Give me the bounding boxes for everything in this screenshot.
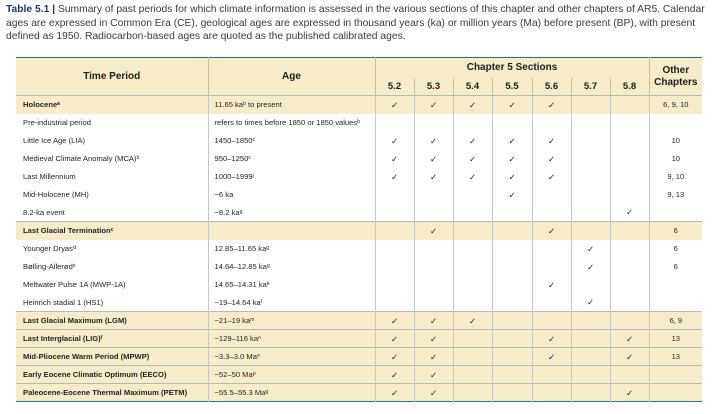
age-cell: ~8.2 kaᵍ — [208, 204, 375, 222]
section-cell — [610, 150, 649, 168]
section-cell — [610, 114, 649, 132]
other-chapters-cell: 6 — [649, 240, 702, 258]
table-row — [16, 330, 702, 348]
section-cell — [532, 258, 571, 276]
section-cell — [610, 222, 649, 240]
header-section-5-8: 5.8 — [610, 78, 649, 96]
check-mark-icon: ✓ — [532, 276, 571, 294]
period-cell: Medieval Climate Anomaly (MCA)ᵇ — [23, 154, 140, 163]
section-cell — [571, 348, 610, 366]
other-chapters-cell — [649, 114, 702, 132]
section-cell — [610, 132, 649, 150]
check-mark-icon: ✓ — [375, 366, 414, 384]
check-mark-icon: ✓ — [414, 96, 453, 114]
period-cell: Little Ice Age (LIA) — [23, 136, 86, 145]
section-cell — [414, 240, 453, 258]
period-cell: 8.2-ka event — [23, 207, 65, 217]
table-label: Table 5.1 — [6, 4, 50, 15]
age-cell: ~55.5–55.3 Maᵍ — [208, 384, 375, 402]
table-caption — [6, 3, 713, 44]
section-cell — [414, 204, 453, 222]
header-section-5-4: 5.4 — [453, 78, 492, 96]
section-cell — [571, 204, 610, 222]
other-chapters-cell: 10 — [649, 132, 702, 150]
section-cell — [610, 294, 649, 312]
age-cell: ~19–14.64 kaˡ — [208, 294, 375, 312]
period-cell: Last Interglacial (LIG)ᶠ — [16, 330, 208, 348]
table-row — [16, 294, 702, 312]
section-cell — [571, 384, 610, 402]
table-row — [16, 366, 702, 384]
section-cell — [610, 312, 649, 330]
section-cell — [532, 366, 571, 384]
check-mark-icon: ✓ — [571, 240, 610, 258]
section-cell — [571, 186, 610, 204]
check-mark-icon: ✓ — [453, 132, 492, 150]
section-cell — [453, 294, 492, 312]
section-cell — [453, 114, 492, 132]
period-cell: Mid-Holocene (MH) — [23, 190, 89, 199]
age-cell: ~3.3–3.0 Maᵒ — [208, 348, 375, 366]
section-cell — [414, 276, 453, 294]
header-age: Age — [208, 58, 375, 96]
section-cell — [453, 384, 492, 402]
other-chapters-cell — [649, 294, 702, 312]
header-section-5-7: 5.7 — [571, 78, 610, 96]
check-mark-icon: ✓ — [571, 258, 610, 276]
header-section-5-6: 5.6 — [532, 78, 571, 96]
section-cell — [532, 312, 571, 330]
section-cell — [532, 114, 571, 132]
section-cell — [453, 348, 492, 366]
header-section-5-2: 5.2 — [375, 78, 414, 96]
period-cell: Last Glacial Terminationᶜ — [16, 222, 208, 240]
section-cell — [610, 258, 649, 276]
section-cell — [375, 204, 414, 222]
section-cell — [610, 240, 649, 258]
check-mark-icon: ✓ — [532, 222, 571, 240]
check-mark-icon: ✓ — [453, 96, 492, 114]
section-cell — [375, 114, 414, 132]
check-mark-icon: ✓ — [532, 132, 571, 150]
other-chapters-cell: 10 — [649, 150, 702, 168]
check-mark-icon: ✓ — [414, 222, 453, 240]
other-chapters-cell: 6 — [649, 222, 702, 240]
check-mark-icon: ✓ — [375, 96, 414, 114]
period-cell: Mid-Pliocene Warm Period (MPWP) — [16, 348, 208, 366]
check-mark-icon: ✓ — [610, 384, 649, 402]
check-mark-icon: ✓ — [453, 150, 492, 168]
section-cell — [610, 276, 649, 294]
section-cell — [610, 96, 649, 114]
header-time-period: Time Period — [16, 58, 208, 96]
section-cell — [492, 312, 532, 330]
section-cell — [375, 294, 414, 312]
age-cell: 1450–1850ᶜ — [208, 132, 375, 150]
section-cell — [375, 276, 414, 294]
check-mark-icon: ✓ — [492, 132, 532, 150]
table-row — [16, 168, 702, 186]
check-mark-icon: ✓ — [453, 312, 492, 330]
check-mark-icon: ✓ — [414, 330, 453, 348]
check-mark-icon: ✓ — [492, 150, 532, 168]
check-mark-icon: ✓ — [532, 168, 571, 186]
check-mark-icon: ✓ — [610, 204, 649, 222]
section-cell — [610, 366, 649, 384]
table-row — [16, 240, 702, 258]
period-cell: Bølling-Allerødᵉ — [23, 262, 76, 271]
check-mark-icon: ✓ — [375, 168, 414, 186]
caption-text: Summary of past periods for which climate information is assessed in the various sections of this chapter and other chapters of AR5. Calendar ages are expressed in Common Era (CE), geological ages are expressed in thousand years (ka) or million years (Ma) before present (BP), with present defined as 1950. Radiocarbon-based ages are quoted as the published calibrated ages. — [6, 4, 705, 43]
check-mark-icon: ✓ — [375, 132, 414, 150]
check-mark-icon: ✓ — [492, 96, 532, 114]
caption-separator: | — [52, 4, 56, 15]
section-cell — [492, 114, 532, 132]
table-row — [16, 96, 702, 114]
section-cell — [492, 366, 532, 384]
check-mark-icon: ✓ — [571, 294, 610, 312]
check-mark-icon: ✓ — [610, 348, 649, 366]
section-cell — [453, 258, 492, 276]
table-row — [16, 312, 702, 330]
section-cell — [571, 312, 610, 330]
section-cell — [453, 186, 492, 204]
check-mark-icon: ✓ — [453, 168, 492, 186]
check-mark-icon: ✓ — [375, 150, 414, 168]
period-cell: Meltwater Pulse 1A (MWP-1A) — [23, 280, 126, 289]
section-cell — [492, 294, 532, 312]
check-mark-icon: ✓ — [610, 330, 649, 348]
other-chapters-cell — [649, 366, 702, 384]
check-mark-icon: ✓ — [532, 96, 571, 114]
section-cell — [532, 240, 571, 258]
period-cell: Holoceneᵃ — [16, 96, 208, 114]
section-cell — [532, 186, 571, 204]
other-chapters-cell — [649, 276, 702, 294]
header-section-5-3: 5.3 — [414, 78, 453, 96]
section-cell — [414, 114, 453, 132]
section-cell — [571, 150, 610, 168]
section-cell — [571, 114, 610, 132]
other-chapters-cell — [649, 204, 702, 222]
section-cell — [571, 168, 610, 186]
check-mark-icon: ✓ — [414, 366, 453, 384]
table-row — [16, 348, 702, 366]
check-mark-icon: ✓ — [492, 186, 532, 204]
period-cell: Last Glacial Maximum (LGM) — [16, 312, 208, 330]
periods-table — [16, 57, 702, 402]
table-row — [16, 222, 702, 240]
age-cell: ~21–19 kaᵐ — [208, 312, 375, 330]
check-mark-icon: ✓ — [414, 168, 453, 186]
header-section-5-5: 5.5 — [492, 78, 532, 96]
section-cell — [610, 168, 649, 186]
table-row — [16, 258, 702, 276]
section-cell — [453, 330, 492, 348]
age-cell: 950–1250ᶜ — [208, 150, 375, 168]
section-cell — [532, 204, 571, 222]
check-mark-icon: ✓ — [414, 150, 453, 168]
age-cell: 11.65 kaᵇ to present — [208, 96, 375, 114]
age-cell: 12.85–11.65 kaᵍ — [208, 240, 375, 258]
age-cell: refers to times before 1850 or 1850 valuesᵇ — [208, 114, 375, 132]
period-cell: Last Millennium — [23, 172, 76, 181]
check-mark-icon: ✓ — [375, 348, 414, 366]
section-cell — [571, 222, 610, 240]
check-mark-icon: ✓ — [532, 150, 571, 168]
section-cell — [453, 222, 492, 240]
other-chapters-cell: 9, 13 — [649, 186, 702, 204]
period-cell: Pre-industrial period — [23, 118, 91, 127]
table-row — [16, 276, 702, 294]
other-chapters-cell: 13 — [649, 348, 702, 366]
check-mark-icon: ✓ — [532, 348, 571, 366]
check-mark-icon: ✓ — [414, 348, 453, 366]
age-cell — [208, 222, 375, 240]
section-cell — [532, 294, 571, 312]
section-cell — [492, 222, 532, 240]
section-cell — [610, 186, 649, 204]
section-cell — [375, 222, 414, 240]
section-cell — [414, 294, 453, 312]
age-cell: ~6 ka — [208, 186, 375, 204]
check-mark-icon: ✓ — [375, 312, 414, 330]
table-row — [16, 186, 702, 204]
section-cell — [453, 366, 492, 384]
table-row — [16, 204, 702, 222]
section-cell — [453, 240, 492, 258]
table-row — [16, 150, 702, 168]
header-chapter5-sections: Chapter 5 Sections — [375, 58, 649, 78]
check-mark-icon: ✓ — [532, 330, 571, 348]
age-cell: ~52–50 Maᵖ — [208, 366, 375, 384]
header-other-line2: Chapters — [654, 76, 698, 88]
table-row — [16, 132, 702, 150]
check-mark-icon: ✓ — [375, 384, 414, 402]
section-cell — [492, 384, 532, 402]
age-cell: 14.65–14.31 kaᵏ — [208, 276, 375, 294]
period-cell: Early Eocene Climatic Optimum (EECO) — [16, 366, 208, 384]
section-cell — [571, 276, 610, 294]
other-chapters-cell: 6, 9, 10 — [649, 96, 702, 114]
section-cell — [492, 330, 532, 348]
section-cell — [571, 132, 610, 150]
section-cell — [414, 258, 453, 276]
section-cell — [375, 258, 414, 276]
section-cell — [492, 204, 532, 222]
section-cell — [375, 186, 414, 204]
check-mark-icon: ✓ — [375, 330, 414, 348]
table-row — [16, 384, 702, 402]
section-cell — [492, 348, 532, 366]
period-cell: Heinrich stadial 1 (HS1) — [23, 297, 104, 307]
check-mark-icon: ✓ — [414, 132, 453, 150]
section-cell — [532, 384, 571, 402]
period-cell: Younger Dryasᵈ — [23, 244, 76, 253]
section-cell — [375, 240, 414, 258]
header-other-chapters — [649, 58, 702, 96]
other-chapters-cell: 13 — [649, 330, 702, 348]
section-cell — [571, 96, 610, 114]
section-cell — [571, 330, 610, 348]
section-cell — [571, 366, 610, 384]
table-row — [16, 114, 702, 132]
section-cell — [492, 240, 532, 258]
age-cell: 1000–1999ʲ — [208, 168, 375, 186]
age-cell: ~129–116 kaⁿ — [208, 330, 375, 348]
period-cell: Paleocene-Eocene Thermal Maximum (PETM) — [16, 384, 208, 402]
section-cell — [492, 276, 532, 294]
other-chapters-cell: 9, 10 — [649, 168, 702, 186]
section-cell — [453, 204, 492, 222]
other-chapters-cell: 6, 9 — [649, 312, 702, 330]
age-cell: 14.64–12.85 kaᵍ — [208, 258, 375, 276]
other-chapters-cell — [649, 384, 702, 402]
other-chapters-cell: 6 — [649, 258, 702, 276]
section-cell — [453, 276, 492, 294]
check-mark-icon: ✓ — [414, 384, 453, 402]
header-other-line1: Other — [662, 64, 690, 76]
section-cell — [414, 186, 453, 204]
check-mark-icon: ✓ — [414, 312, 453, 330]
section-cell — [492, 258, 532, 276]
check-mark-icon: ✓ — [492, 168, 532, 186]
